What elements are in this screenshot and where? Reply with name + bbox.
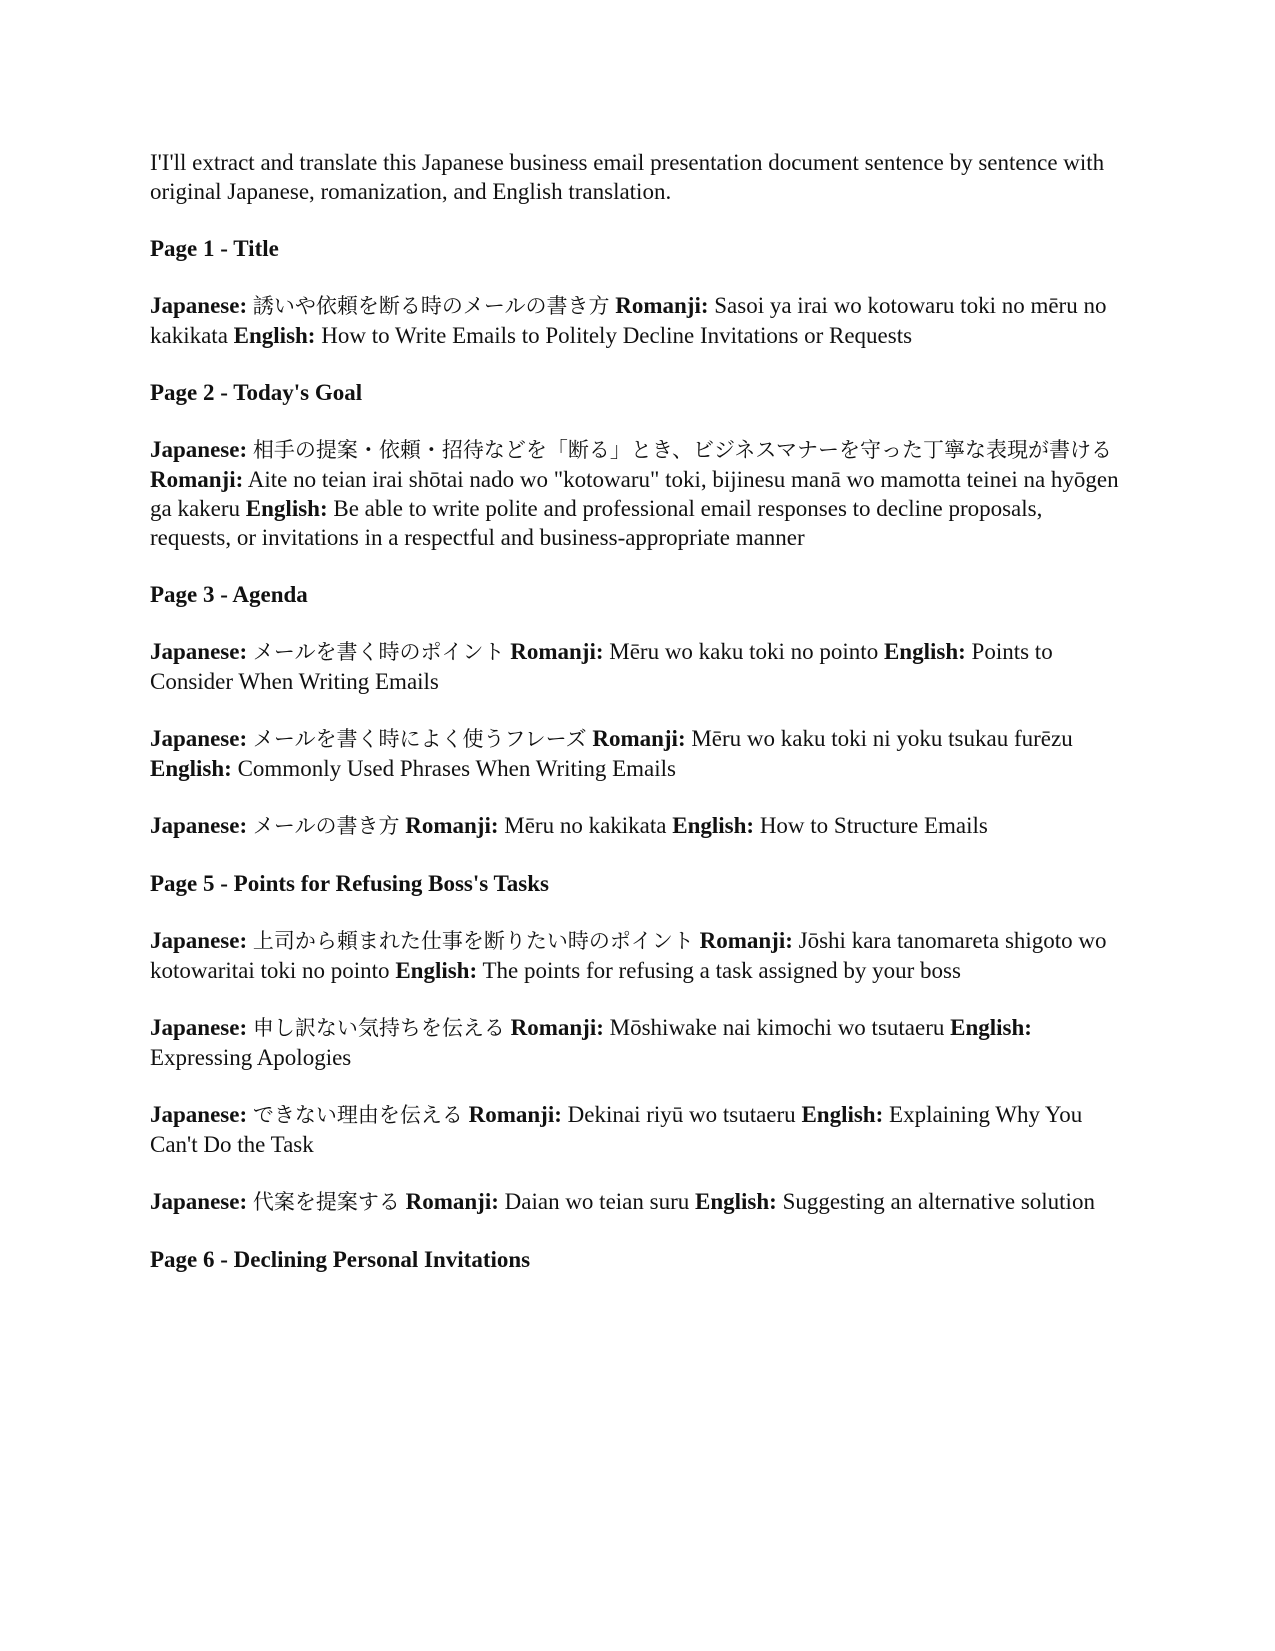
japanese-text: メールの書き方 bbox=[252, 814, 400, 838]
romanji-label: Romanji: bbox=[510, 1015, 604, 1040]
translation-entry bbox=[150, 435, 1125, 552]
translation-entry bbox=[150, 637, 1125, 696]
english-label: English: bbox=[950, 1015, 1032, 1040]
translation-entry bbox=[150, 811, 1125, 841]
japanese-label: Japanese: bbox=[150, 437, 248, 462]
romanji-text: Mēru no kakikata bbox=[504, 813, 667, 838]
japanese-label: Japanese: bbox=[150, 1015, 248, 1040]
intro-paragraph: I'I'll extract and translate this Japanese business email presentation document sentence by sentence with original Japanese, romanization, and English translation. bbox=[150, 150, 1105, 204]
romanji-label: Romanji: bbox=[150, 467, 244, 492]
english-text: Suggesting an alternative solution bbox=[782, 1189, 1095, 1214]
english-text: Expressing Apologies bbox=[150, 1045, 352, 1070]
english-label: English: bbox=[883, 639, 966, 664]
japanese-text: 上司から頼まれた仕事を断りたい時のポイント bbox=[252, 929, 694, 953]
english-label: English: bbox=[150, 756, 232, 781]
english-label: English: bbox=[672, 813, 755, 838]
english-label: English: bbox=[695, 1189, 777, 1214]
japanese-label: Japanese: bbox=[150, 813, 248, 838]
english-label: English: bbox=[245, 496, 328, 521]
japanese-label: Japanese: bbox=[150, 928, 248, 953]
japanese-label: Japanese: bbox=[150, 639, 248, 664]
romanji-text: Jōshi kara tanomareta shigoto wo kotowaritai toki no pointo bbox=[150, 928, 1107, 983]
section-heading: Page 5 - Points for Refusing Boss's Tasks bbox=[150, 871, 549, 896]
translation-entry bbox=[150, 926, 1125, 985]
romanji-label: Romanji: bbox=[592, 726, 686, 751]
english-text: Commonly Used Phrases When Writing Emails bbox=[237, 756, 676, 781]
romanji-text: Aite no teian irai shōtai nado wo "kotowaru" toki, bijinesu manā wo mamotta teinei na hyōgen ga kakeru bbox=[150, 467, 1119, 521]
translation-entry bbox=[150, 1100, 1125, 1159]
japanese-text: できない理由を伝える bbox=[252, 1103, 463, 1127]
translation-entry bbox=[150, 1013, 1125, 1072]
japanese-text: 誘いや依頼を断る時のメールの書き方 bbox=[252, 294, 610, 318]
japanese-label: Japanese: bbox=[150, 1189, 248, 1214]
english-label: English: bbox=[395, 958, 478, 983]
romanji-label: Romanji: bbox=[405, 1189, 499, 1214]
english-text: Be able to write polite and professional email responses to decline proposals, requests, or invitations in a respectful and business-appropriate manner bbox=[150, 496, 1043, 550]
romanji-label: Romanji: bbox=[405, 813, 499, 838]
japanese-text: 申し訳ない気持ちを伝える bbox=[252, 1016, 505, 1040]
document-page bbox=[150, 148, 1125, 1302]
english-label: English: bbox=[801, 1102, 884, 1127]
japanese-label: Japanese: bbox=[150, 726, 248, 751]
romanji-label: Romanji: bbox=[468, 1102, 562, 1127]
section-heading: Page 6 - Declining Personal Invitations bbox=[150, 1247, 531, 1272]
romanji-text: Mōshiwake nai kimochi wo tsutaeru bbox=[609, 1015, 945, 1040]
japanese-text: メールを書く時によく使うフレーズ bbox=[252, 727, 587, 751]
translation-entry bbox=[150, 1187, 1125, 1217]
romanji-text: Dekinai riyū wo tsutaeru bbox=[567, 1102, 796, 1127]
english-text: The points for refusing a task assigned by your boss bbox=[482, 958, 961, 983]
translation-entry bbox=[150, 291, 1125, 350]
english-text: Explaining Why You Can't Do the Task bbox=[150, 1102, 1083, 1157]
english-text: Points to Consider When Writing Emails bbox=[150, 639, 1053, 694]
japanese-label: Japanese: bbox=[150, 293, 248, 318]
section-heading: Page 3 - Agenda bbox=[150, 582, 308, 607]
english-text: How to Structure Emails bbox=[759, 813, 988, 838]
romanji-label: Romanji: bbox=[510, 639, 604, 664]
romanji-label: Romanji: bbox=[615, 293, 709, 318]
japanese-text: 代案を提案する bbox=[252, 1190, 400, 1214]
japanese-text: メールを書く時のポイント bbox=[252, 640, 505, 664]
section-heading: Page 1 - Title bbox=[150, 236, 279, 261]
english-text: How to Write Emails to Politely Decline Invitations or Requests bbox=[321, 323, 913, 348]
romanji-label: Romanji: bbox=[699, 928, 793, 953]
sections-container bbox=[150, 234, 1125, 1274]
english-label: English: bbox=[233, 323, 316, 348]
romanji-text: Mēru wo kaku toki no pointo bbox=[609, 639, 879, 664]
section-heading: Page 2 - Today's Goal bbox=[150, 380, 363, 405]
translation-entry bbox=[150, 724, 1125, 783]
japanese-label: Japanese: bbox=[150, 1102, 248, 1127]
romanji-text: Mēru wo kaku toki ni yoku tsukau furēzu bbox=[691, 726, 1073, 751]
romanji-text: Sasoi ya irai wo kotowaru toki no mēru no kakikata bbox=[150, 293, 1107, 348]
japanese-text: 相手の提案・依頼・招待などを「断る」とき、ビジネスマナーを守った丁寧な表現が書ける bbox=[252, 438, 1112, 462]
romanji-text: Daian wo teian suru bbox=[504, 1189, 690, 1214]
